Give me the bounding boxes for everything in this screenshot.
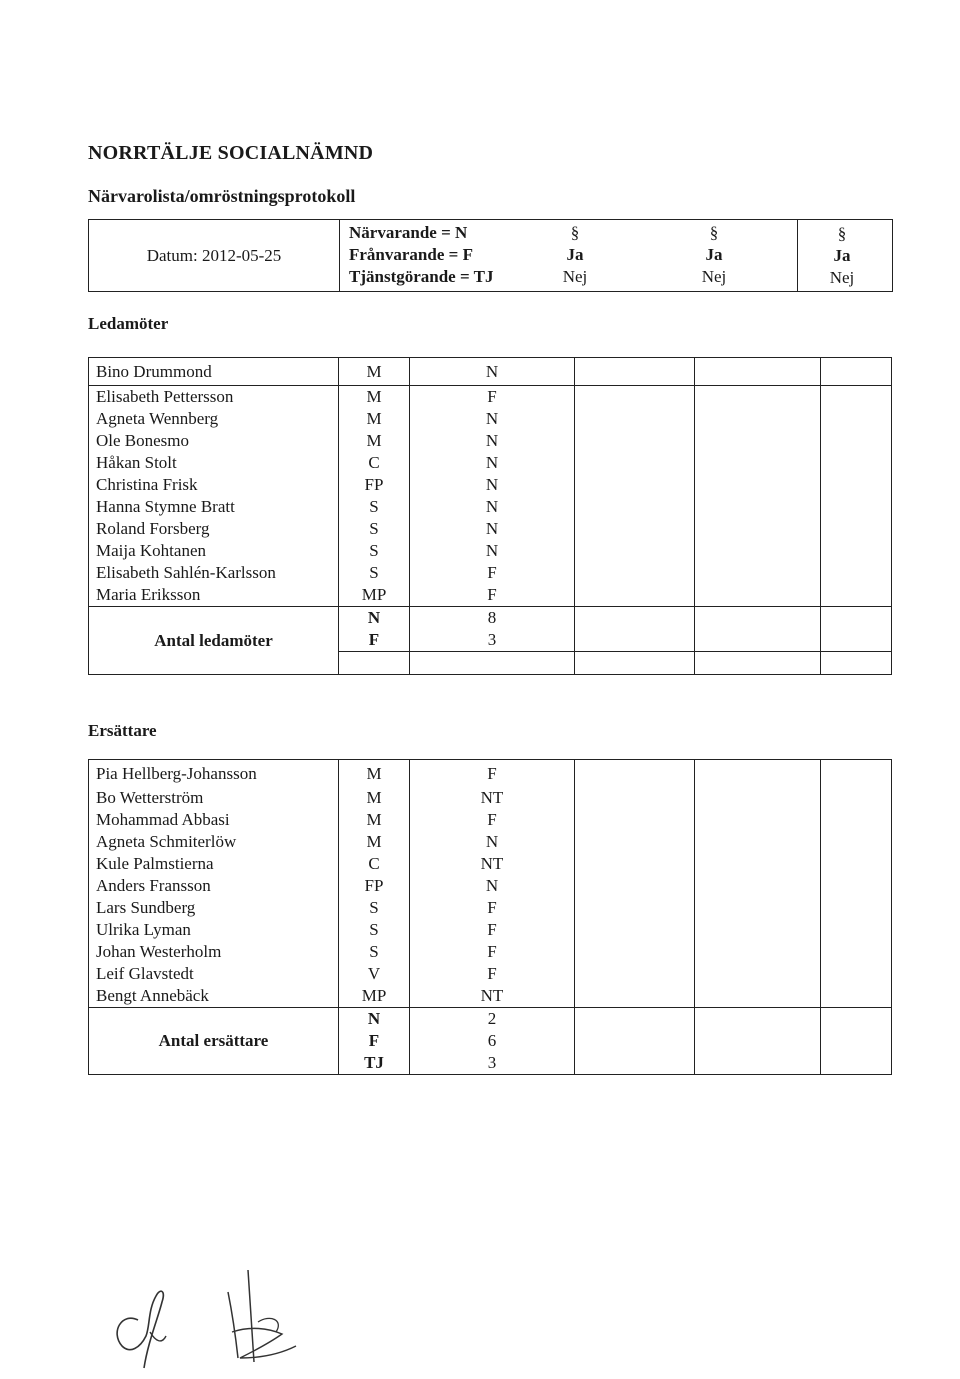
members-table [88,357,892,675]
attendance-cell: N [410,518,575,540]
vote-cell [695,941,821,963]
vote-cell [575,919,695,941]
attendance-cell: N [410,452,575,474]
vote-yes-label: Ja [566,245,584,264]
vote-cell [575,1008,695,1031]
summary-code: TJ [339,1052,410,1075]
vote-cell [821,540,892,562]
vote-cell [575,430,695,452]
legend-serving: Tjänstgörande = TJ [349,267,494,286]
vote-cell [695,787,821,809]
vote-cell [821,474,892,496]
table-row [89,358,892,386]
table-row [89,985,892,1008]
vote-cell [821,1008,892,1031]
vote-cell [695,760,821,788]
vote-cell [821,941,892,963]
party-cell: V [339,963,410,985]
vote-cell [821,652,892,675]
vote-cell [821,584,892,607]
vote-cell [695,430,821,452]
party-cell: M [339,386,410,409]
vote-cell [821,562,892,584]
legend-absent: Frånvarande = F [349,245,473,264]
vote-cell [575,584,695,607]
party-cell: M [339,787,410,809]
vote-cell [695,474,821,496]
person-name: Roland Forsberg [89,518,339,540]
person-name: Ole Bonesmo [89,430,339,452]
table-row [89,963,892,985]
attendance-cell: F [410,963,575,985]
table-row [89,831,892,853]
vote-yes-label: Ja [705,245,723,264]
summary-count: 2 [410,1008,575,1031]
table-row [89,787,892,809]
vote-section-sign: § [837,223,847,243]
person-name: Pia Hellberg-Johansson [89,760,339,788]
vote-cell [695,496,821,518]
person-name: Bino Drummond [89,358,339,386]
legend-present: Närvarande = N [349,223,468,242]
person-name: Agneta Wennberg [89,408,339,430]
members-heading: Ledamöter [88,314,169,333]
table-row [89,853,892,875]
vote-cell [821,787,892,809]
vote-cell [695,1052,821,1075]
vote-cell [821,1030,892,1052]
vote-cell [575,963,695,985]
attendance-cell: NT [410,787,575,809]
empty-cell [339,652,410,675]
vote-cell [575,1052,695,1075]
table-row [89,452,892,474]
party-cell: MP [339,584,410,607]
party-cell: S [339,496,410,518]
person-name: Maija Kohtanen [89,540,339,562]
signature-initials-2 [210,1262,320,1372]
party-cell: M [339,358,410,386]
substitutes-heading: Ersättare [88,721,157,740]
vote-section-sign: § [570,223,580,242]
summary-code: F [339,1030,410,1052]
person-name: Leif Glavstedt [89,963,339,985]
attendance-cell: N [410,358,575,386]
vote-cell [575,452,695,474]
vote-cell [821,386,892,409]
vote-cell [821,1052,892,1075]
vote-cell [575,787,695,809]
vote-cell [821,963,892,985]
party-cell: M [339,430,410,452]
table-row [89,875,892,897]
table-row [89,496,892,518]
vote-cell [575,358,695,386]
table-row [89,584,892,607]
vote-column-3 [802,223,882,289]
attendance-cell: N [410,408,575,430]
person-name: Elisabeth Pettersson [89,386,339,409]
vote-cell [695,809,821,831]
vote-cell [575,831,695,853]
party-cell: M [339,809,410,831]
attendance-cell: N [410,474,575,496]
table-row [89,919,892,941]
vote-cell [575,540,695,562]
party-cell: S [339,941,410,963]
party-cell: FP [339,474,410,496]
vote-section-sign: § [709,223,719,242]
attendance-cell: F [410,584,575,607]
page-subtitle: Närvarolista/omröstningsprotokoll [88,186,356,206]
attendance-cell: N [410,831,575,853]
vote-cell [695,408,821,430]
vote-cell [695,831,821,853]
vote-cell [821,408,892,430]
vote-cell [695,1030,821,1052]
vote-column-2 [684,222,744,288]
vote-cell [575,809,695,831]
vote-cell [695,386,821,409]
summary-row [89,1008,892,1031]
meeting-date: Datum: 2012-05-25 [89,220,340,292]
party-cell: MP [339,985,410,1008]
vote-cell [575,629,695,652]
party-cell: M [339,760,410,788]
person-name: Kule Palmstierna [89,853,339,875]
vote-yes-label: Ja [833,245,851,265]
vote-cell [575,386,695,409]
vote-cell [695,452,821,474]
person-name: Hanna Stymne Bratt [89,496,339,518]
vote-cell [575,1030,695,1052]
vote-cell [575,652,695,675]
party-cell: S [339,562,410,584]
summary-label: Antal ersättare [89,1008,339,1075]
vote-cell [695,562,821,584]
vote-cell [575,897,695,919]
vote-cell [821,919,892,941]
summary-code: N [339,607,410,630]
substitutes-table [88,759,892,1075]
vote-cell [821,358,892,386]
table-row [89,562,892,584]
summary-count: 8 [410,607,575,630]
attendance-cell: N [410,540,575,562]
vote-cell [575,941,695,963]
vote-cell [575,875,695,897]
person-name: Mohammad Abbasi [89,809,339,831]
summary-code: N [339,1008,410,1031]
table-row [89,430,892,452]
table-row [89,897,892,919]
summary-row [89,607,892,630]
vote-cell [695,358,821,386]
vote-no-label: Nej [701,267,727,286]
vote-cell [821,760,892,788]
vote-no-label: Nej [829,267,855,287]
vote-cell [695,919,821,941]
person-name: Anders Fransson [89,875,339,897]
vote-cell [575,474,695,496]
vote-cell [821,831,892,853]
vote-cell [695,629,821,652]
vote-cell [575,496,695,518]
legend [349,222,493,288]
attendance-cell: F [410,386,575,409]
vote-cell [695,897,821,919]
summary-count: 3 [410,1052,575,1075]
vote-cell [821,875,892,897]
vote-cell [575,853,695,875]
party-cell: S [339,540,410,562]
vote-cell [821,496,892,518]
page-title: NORRTÄLJE SOCIALNÄMND [88,142,374,164]
vote-cell [695,518,821,540]
party-cell: C [339,853,410,875]
party-cell: S [339,897,410,919]
vote-cell [821,853,892,875]
person-name: Johan Westerholm [89,941,339,963]
vote-cell [695,1008,821,1031]
vote-column-3-cell [798,220,893,292]
person-name: Håkan Stolt [89,452,339,474]
summary-label: Antal ledamöter [89,607,339,675]
attendance-cell: F [410,919,575,941]
vote-cell [695,652,821,675]
vote-cell [821,629,892,652]
party-cell: S [339,919,410,941]
table-row [89,518,892,540]
vote-cell [695,584,821,607]
vote-cell [821,809,892,831]
person-name: Maria Eriksson [89,584,339,607]
person-name: Elisabeth Sahlén-Karlsson [89,562,339,584]
vote-cell [695,540,821,562]
vote-cell [575,607,695,630]
attendance-cell: N [410,496,575,518]
party-cell: FP [339,875,410,897]
vote-cell [821,430,892,452]
summary-count: 6 [410,1030,575,1052]
table-row [89,540,892,562]
person-name: Bengt Annebäck [89,985,339,1008]
header-table [88,219,893,292]
attendance-cell: F [410,760,575,788]
person-name: Bo Wetterström [89,787,339,809]
person-name: Ulrika Lyman [89,919,339,941]
table-row [89,408,892,430]
attendance-cell: NT [410,985,575,1008]
attendance-cell: F [410,897,575,919]
vote-column-1 [545,222,605,288]
vote-cell [821,607,892,630]
attendance-cell: N [410,875,575,897]
vote-cell [695,853,821,875]
vote-cell [695,875,821,897]
summary-code: F [339,629,410,652]
vote-cell [575,408,695,430]
attendance-cell: F [410,809,575,831]
person-name: Christina Frisk [89,474,339,496]
vote-cell [695,985,821,1008]
vote-cell [821,897,892,919]
attendance-cell: F [410,562,575,584]
table-row [89,474,892,496]
person-name: Lars Sundberg [89,897,339,919]
attendance-cell: F [410,941,575,963]
empty-cell [410,652,575,675]
vote-cell [575,518,695,540]
table-row [89,809,892,831]
vote-cell [575,985,695,1008]
vote-cell [821,985,892,1008]
table-row [89,941,892,963]
table-row [89,386,892,409]
legend-and-vote-columns [340,220,798,292]
attendance-cell: N [410,430,575,452]
vote-cell [575,760,695,788]
vote-cell [821,452,892,474]
summary-count: 3 [410,629,575,652]
vote-cell [695,963,821,985]
vote-cell [575,562,695,584]
party-cell: S [339,518,410,540]
party-cell: M [339,408,410,430]
table-row [89,760,892,788]
vote-cell [695,607,821,630]
attendance-cell: NT [410,853,575,875]
vote-no-label: Nej [562,267,588,286]
person-name: Agneta Schmiterlöw [89,831,339,853]
party-cell: C [339,452,410,474]
party-cell: M [339,831,410,853]
vote-cell [821,518,892,540]
